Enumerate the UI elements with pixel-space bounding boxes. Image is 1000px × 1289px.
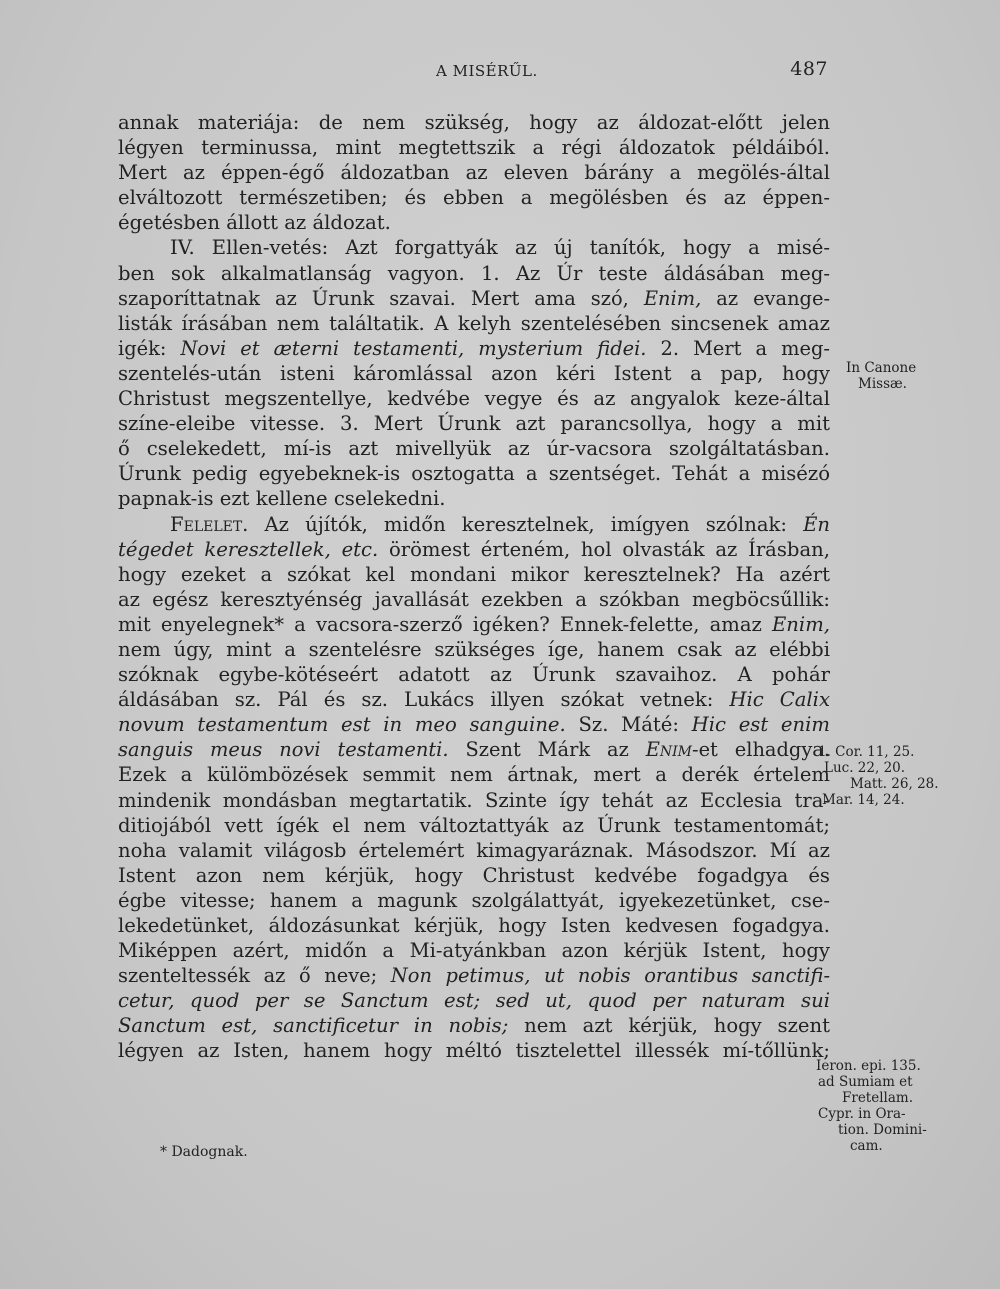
text-segment: Az újítók, midőn keresztelnek, imígyen szólnak:	[248, 512, 804, 536]
text-line	[118, 336, 830, 361]
text-line	[118, 537, 830, 562]
margin-note-line: Missæ.	[858, 376, 907, 392]
text-segment: nem azt kérjük, hogy szent	[508, 1014, 830, 1038]
footnote: * Dadognak.	[160, 1144, 248, 1160]
text-segment: az egész keresztyénség javallását ezekben a szókban megböcsűllik:	[118, 587, 830, 611]
text-segment: szenteltessék az ő neve;	[118, 964, 391, 988]
text-segment: Istent azon nem kérjük, hogy Christust kedvébe fogadgya és	[118, 863, 830, 887]
styled-text-segment: sanguis meus novi testamenti.	[118, 738, 449, 762]
text-segment: ditiojából vett ígék el nem változtattyák az Úrunk testamentomát;	[118, 813, 830, 837]
text-line	[118, 637, 830, 662]
text-segment: igék:	[118, 336, 181, 360]
text-segment: mindenik mondásban megtartatik. Szinte így tehát az Ecclesia tra-	[118, 788, 830, 812]
text-line	[118, 512, 830, 537]
margin-note-canone	[846, 360, 916, 392]
text-line	[118, 762, 830, 787]
text-line	[118, 938, 830, 963]
text-segment: szóknak egybe-kötéseért adatott az Úrunk szavaihoz. A pohár	[118, 663, 830, 687]
text-segment: ő cselekedett, mí-is azt mivellyük az úr-vacsora szolgáltatásban.	[118, 437, 830, 461]
text-line	[118, 988, 830, 1013]
text-segment: hogy ezeket a szókat kel mondani mikor keresztelnek? Ha azért	[118, 562, 830, 586]
margin-note-line: Mar. 14, 24.	[822, 792, 905, 808]
margin-note-line: Luc. 22, 20.	[824, 760, 906, 776]
margin-note-line: Matt. 26, 28.	[850, 776, 939, 792]
text-line	[118, 311, 830, 336]
text-line	[118, 361, 830, 386]
text-segment: égbe vitesse; hanem a magunk szolgálattyát, igyekezetünket, cse-	[118, 888, 830, 912]
text-segment: égetésben állott az áldozat.	[118, 211, 391, 235]
margin-note-line: Ieron. epi. 135.	[816, 1058, 921, 1074]
text-segment: Úrunk pedig egyebeknek-is osztogatta a szentséget. Tehát a misézó	[118, 462, 830, 486]
text-line	[118, 813, 830, 838]
text-line	[118, 160, 830, 185]
text-line	[118, 712, 830, 737]
text-segment: az evange-	[701, 286, 830, 310]
text-line	[118, 913, 830, 938]
text-segment: Sz. Máté:	[565, 713, 692, 737]
styled-text-segment: Enim,	[772, 612, 830, 636]
text-line	[118, 838, 830, 863]
text-segment: szentelés-után isteni káromlással azon kéri Istent a pap, hogy	[118, 361, 830, 385]
text-line	[118, 135, 830, 160]
text-segment: annak materiája: de nem szükség, hogy az áldozat-előtt jelen	[118, 111, 830, 134]
text-segment: papnak-is ezt kellene cselekedni.	[118, 487, 446, 511]
styled-text-segment: Enim	[645, 738, 693, 762]
text-segment: Mert az éppen-égő áldozatban az eleven bárány a megölés-által	[118, 161, 830, 185]
text-segment: légyen az Isten, hanem hogy méltó tisztelettel illessék mí-tőllünk;	[118, 1039, 830, 1063]
margin-note-patristic-refs	[816, 1058, 927, 1154]
page-header	[118, 58, 828, 86]
text-line	[118, 235, 830, 260]
margin-note-line: ad Sumiam et	[818, 1074, 913, 1090]
styled-text-segment: Sanctum est, sanctificetur in nobis;	[118, 1014, 509, 1038]
margin-note-line: In Canone	[846, 360, 917, 376]
text-line	[118, 185, 830, 210]
styled-text-segment: Hic est enim	[691, 713, 830, 737]
text-segment: lekedetünket, áldozásunkat kérjük, hogy Isten kedvesen fogadgya.	[118, 914, 830, 937]
text-segment: mit enyelegnek* a vacsora-szerző igéken? Ennek-felette, amaz	[118, 612, 772, 636]
text-segment: légyen terminussa, mint megtettszik a régi áldozatok példáiból.	[118, 136, 830, 160]
margin-note-line: tion. Domini-	[838, 1122, 927, 1138]
text-segment: áldásában sz. Pál és sz. Lukács illyen szókat vetnek:	[118, 688, 730, 712]
text-line	[118, 1013, 830, 1038]
margin-note-line: Cypr. in Ora-	[818, 1106, 906, 1122]
text-line	[118, 386, 830, 411]
text-line	[118, 562, 830, 587]
text-line	[118, 210, 830, 235]
text-line	[118, 788, 830, 813]
text-line	[118, 411, 830, 436]
text-line	[118, 687, 830, 712]
text-line	[118, 888, 830, 913]
text-line	[118, 662, 830, 687]
running-title: A MISÉRŰL.	[436, 62, 538, 80]
text-line	[118, 286, 830, 311]
text-line	[118, 737, 830, 762]
styled-text-segment: Hic Calix	[729, 688, 830, 712]
styled-text-segment: Felelet.	[170, 512, 249, 536]
styled-text-segment: Enim,	[643, 286, 702, 310]
text-line	[118, 486, 830, 511]
styled-text-segment: Én	[803, 512, 830, 536]
styled-text-segment: novum testamentum est in meo sanguine.	[118, 713, 566, 737]
text-line	[118, 461, 830, 486]
margin-note-scripture-refs	[818, 744, 939, 808]
text-segment: Szent Márk az	[448, 738, 646, 762]
text-line	[118, 612, 830, 637]
text-segment: Ezek a külömbözések semmit nem ártnak, mert a derék értelem	[118, 763, 830, 787]
margin-note-line: cam.	[850, 1138, 883, 1154]
styled-text-segment: tégedet keresztellek, etc.	[118, 537, 379, 561]
text-line	[118, 436, 830, 461]
margin-note-line: Fretellam.	[842, 1090, 914, 1106]
text-line	[118, 261, 830, 286]
text-segment: noha valamit világosb értelemért kimagyaráznak. Másodszor. Mí az	[118, 838, 830, 862]
styled-text-segment: cetur, quod per se Sanctum est; sed ut, quod per naturam sui	[118, 989, 830, 1013]
main-text	[118, 110, 830, 1064]
text-segment: -et elhadgya.	[692, 738, 830, 762]
text-segment: listák írásában nem találtatik. A kelyh szentelésében sincsenek amaz	[118, 311, 830, 335]
text-segment: örömest érteném, hol olvasták az Írásban,	[378, 537, 830, 561]
text-segment: elváltozott természetiben; és ebben a megölésben és az éppen-	[118, 186, 830, 210]
margin-note-line: 1. Cor. 11, 25.	[818, 744, 915, 760]
text-line	[118, 110, 830, 135]
text-segment: IV. Ellen-vetés: Azt forgattyák az új tanítók, hogy a misé-	[170, 236, 830, 260]
text-segment: ben sok alkalmatlanság vagyon. 1. Az Úr teste áldásában meg-	[118, 261, 830, 285]
text-segment: Christust megszentellye, kedvébe vegye és az angyalok keze-által	[118, 387, 830, 411]
text-line	[118, 587, 830, 612]
text-line	[118, 1038, 830, 1063]
text-segment: nem úgy, mint a szentelésre szükséges íge, hanem csak az elébbi	[118, 637, 830, 661]
styled-text-segment: Novi et æterni testamenti, mysterium fidei.	[180, 336, 647, 360]
text-segment: színe-eleibe vitesse. 3. Mert Úrunk azt parancsollya, hogy a mit	[118, 412, 830, 436]
text-line	[118, 863, 830, 888]
text-segment: 2. Mert a meg-	[646, 336, 830, 360]
text-line	[118, 963, 830, 988]
text-segment: szaporíttatnak az Úrunk szavai. Mert ama szó,	[118, 286, 644, 310]
text-segment: Miképpen azért, midőn a Mi-atyánkban azon kérjük Istent, hogy	[118, 939, 830, 963]
page-number: 487	[790, 58, 828, 80]
styled-text-segment: Non petimus, ut nobis orantibus sanctifi-	[390, 964, 830, 988]
